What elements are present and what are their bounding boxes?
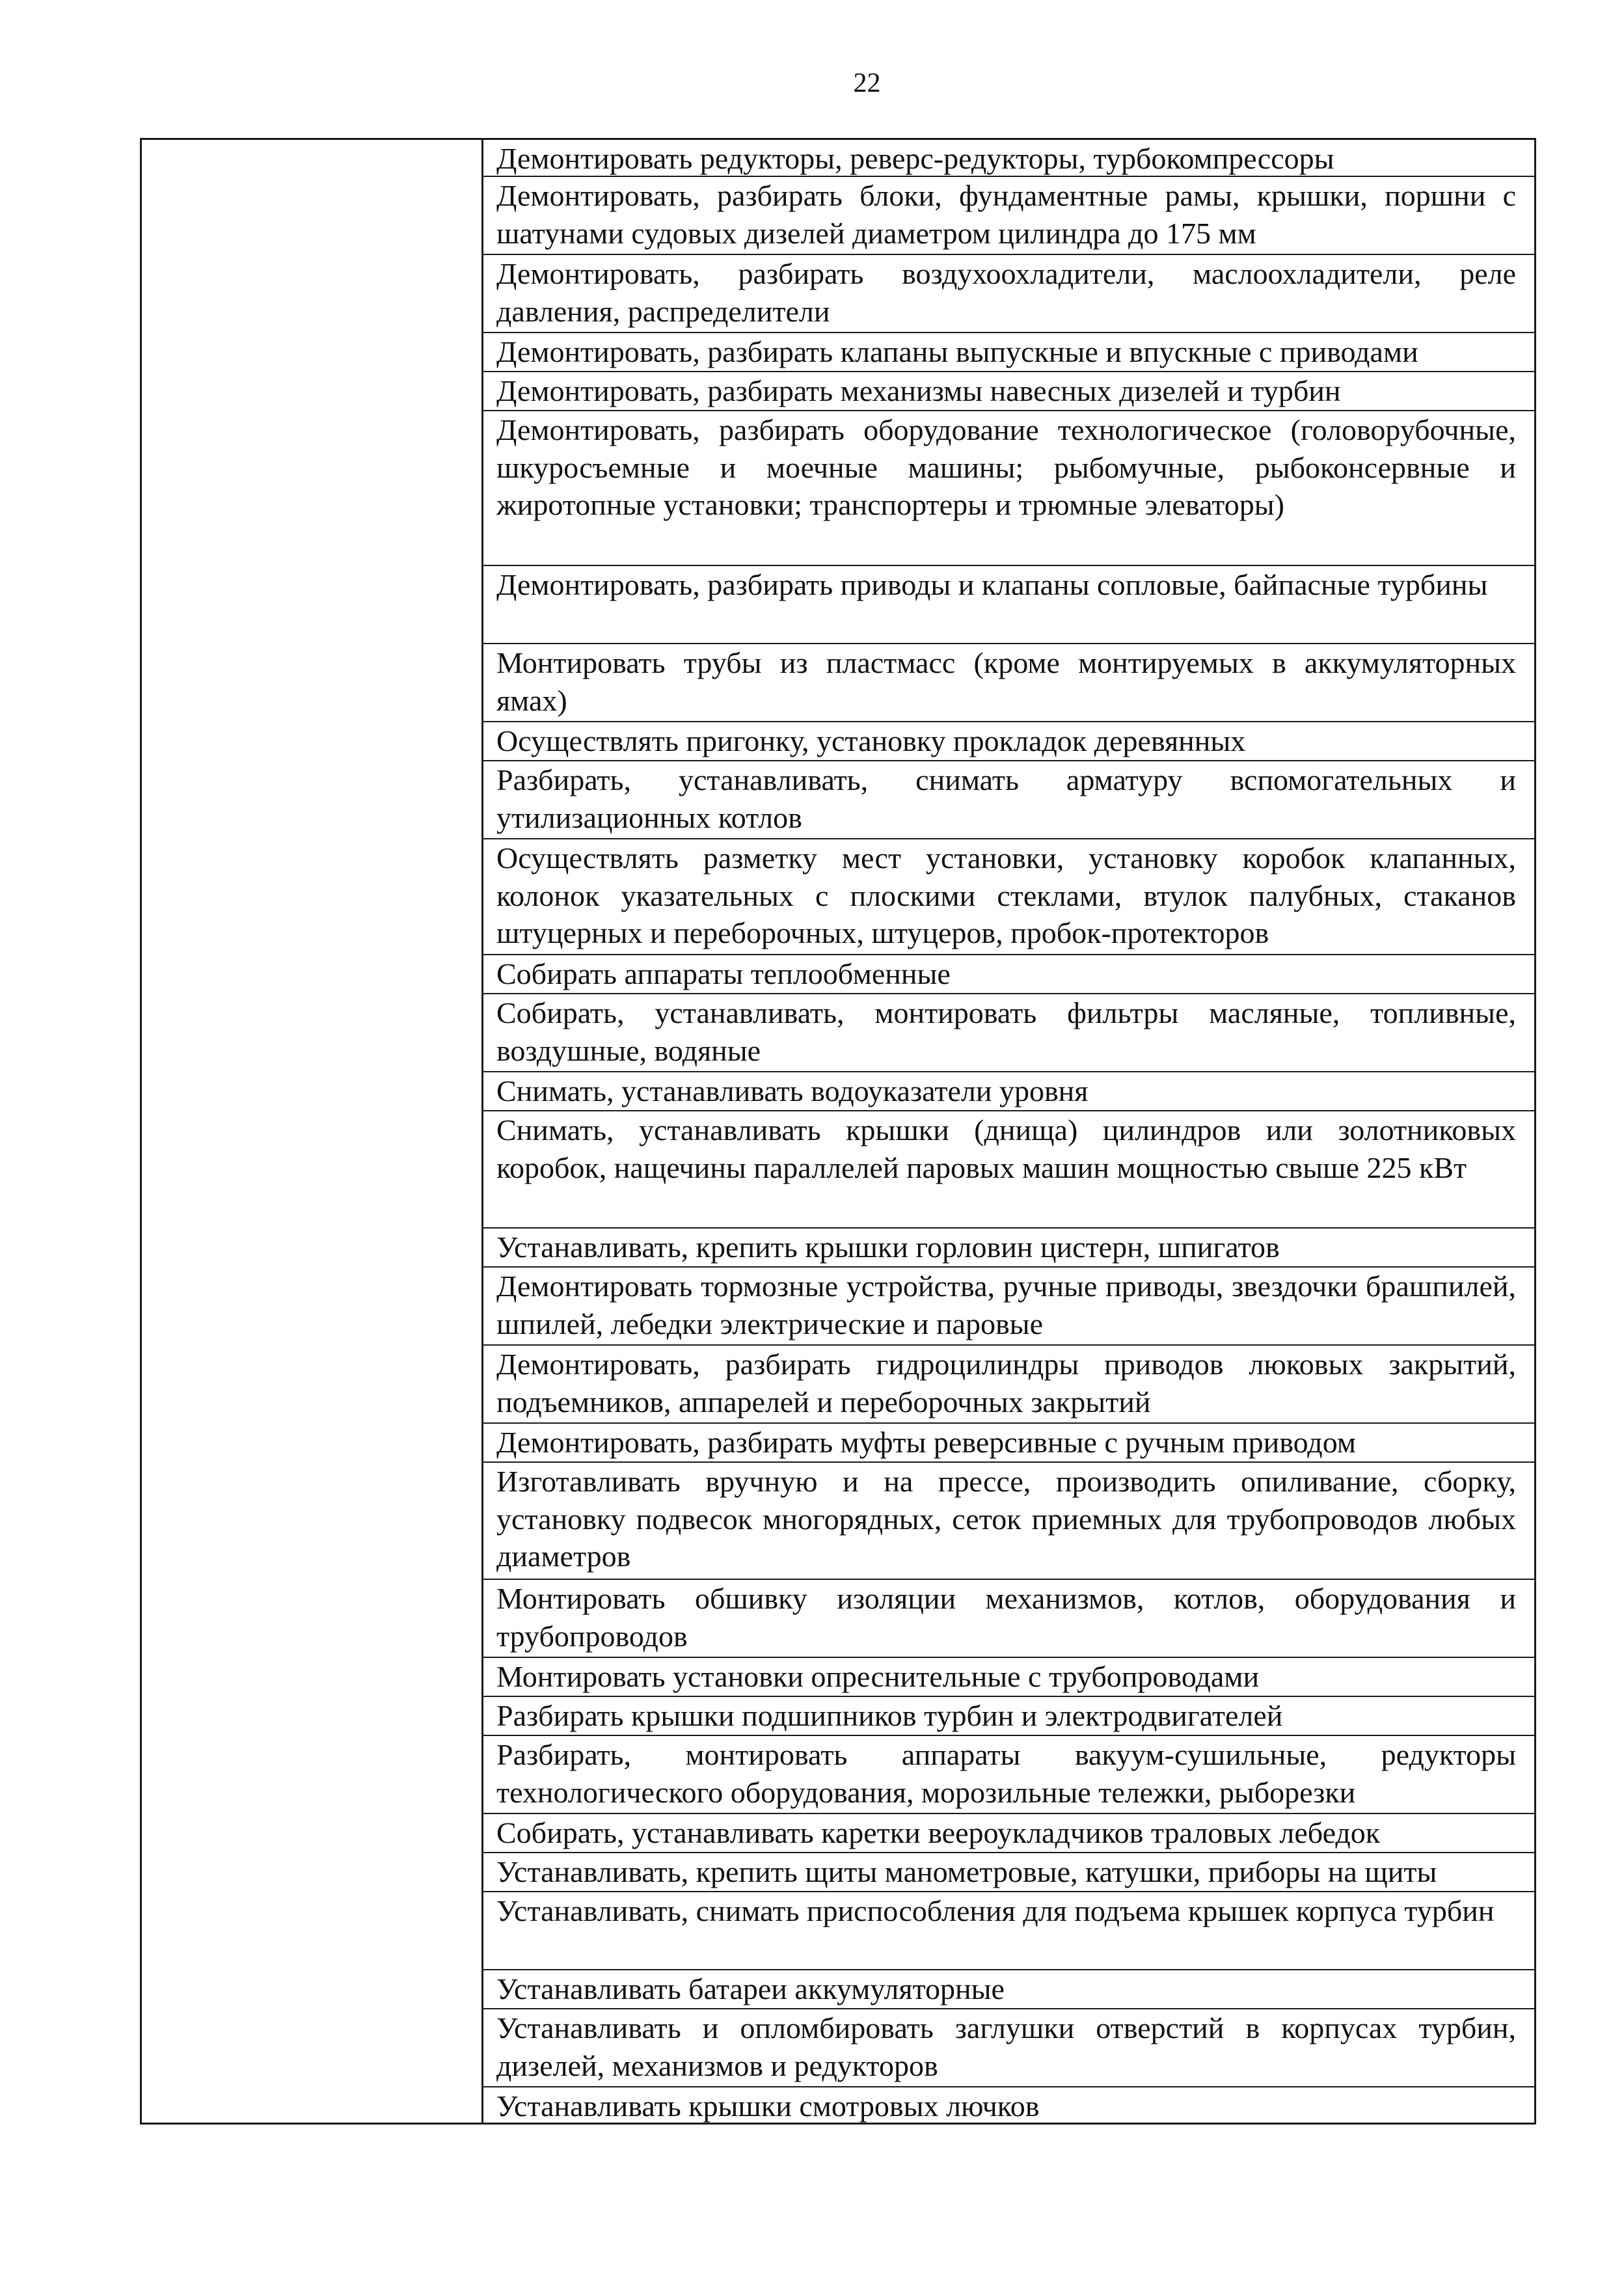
table-row: Демонтировать, разбирать приводы и клапаны сопловые, байпасные турбины xyxy=(483,566,1534,644)
empty-left-column xyxy=(142,140,483,2123)
table-row: Демонтировать, разбирать гидроцилиндры приводов люковых закрытий, подъемников, аппарелей и переборочных закрытий xyxy=(483,1346,1534,1424)
table-row: Разбирать крышки подшипников турбин и электродвигателей xyxy=(483,1697,1534,1736)
table-row: Собирать, устанавливать, монтировать фильтры масляные, топливные, воздушные, водяные xyxy=(483,994,1534,1072)
table-row: Демонтировать, разбирать воздухоохладители, маслоохладители, реле давления, распределители xyxy=(483,255,1534,333)
table-row: Устанавливать и опломбировать заглушки отверстий в корпусах турбин, дизелей, механизмов и редукторов xyxy=(483,2009,1534,2087)
table-row: Демонтировать, разбирать оборудование технологическое (головорубочные, шкуросъемные и моечные машины; рыбомучные, рыбоконсервные и жиротопные установки; транспортеры и трюмные элеваторы) xyxy=(483,411,1534,566)
table-row: Устанавливать батареи аккумуляторные xyxy=(483,1970,1534,2009)
table-row: Демонтировать, разбирать клапаны выпускные и впускные с приводами xyxy=(483,333,1534,372)
table-row: Снимать, устанавливать крышки (днища) цилиндров или золотниковых коробок, нащечины параллелей паровых машин мощностью свыше 225 кВт xyxy=(483,1111,1534,1229)
table-row: Монтировать установки опреснительные с трубопроводами xyxy=(483,1658,1534,1697)
table-row: Устанавливать крышки смотровых лючков xyxy=(496,2089,1040,2123)
table-row: Демонтировать редукторы, реверс-редукторы, турбокомпрессоры xyxy=(483,140,1534,177)
table-row: Собирать, устанавливать каретки веероукладчиков траловых лебедок xyxy=(483,1814,1534,1853)
table-row: Разбирать, монтировать аппараты вакуум-сушильные, редукторы технологического оборудования, морозильные тележки, рыборезки xyxy=(483,1736,1534,1814)
table-row: Осуществлять пригонку, установку прокладок деревянных xyxy=(483,722,1534,761)
table-row: Демонтировать, разбирать механизмы навесных дизелей и турбин xyxy=(483,372,1534,411)
table-row: Устанавливать, снимать приспособления для подъема крышек корпуса турбин xyxy=(483,1892,1534,1970)
table-row: Монтировать обшивку изоляции механизмов, котлов, оборудования и трубопроводов xyxy=(483,1580,1534,1658)
table-row: Собирать аппараты теплообменные xyxy=(483,955,1534,994)
table-row: Устанавливать, крепить крышки горловин цистерн, шпигатов xyxy=(483,1229,1534,1268)
table-row: Осуществлять разметку мест установки, установку коробок клапанных, колонок указательных с плоскими стеклами, втулок палубных, стаканов штуцерных и переборочных, штуцеров, пробок-протекторов xyxy=(483,839,1534,955)
table-row: Устанавливать, крепить щиты манометровые, катушки, приборы на щиты xyxy=(483,1853,1534,1892)
table-row: Демонтировать тормозные устройства, ручные приводы, звездочки брашпилей, шпилей, лебедки электрические и паровые xyxy=(483,1268,1534,1346)
table-row: Демонтировать, разбирать блоки, фундаментные рамы, крышки, поршни с шатунами судовых дизелей диаметром цилиндра до 175 мм xyxy=(483,177,1534,255)
page-number: 22 xyxy=(853,68,881,98)
table-row: Монтировать трубы из пластмасс (кроме монтируемых в аккумуляторных ямах) xyxy=(483,644,1534,722)
requirements-table xyxy=(140,138,1536,2125)
table-row: Разбирать, устанавливать, снимать арматуру вспомогательных и утилизационных котлов xyxy=(483,761,1534,839)
table-row: Изготавливать вручную и на прессе, производить опиливание, сборку, установку подвесок многорядных, сеток приемных для трубопроводов любых диаметров xyxy=(483,1463,1534,1580)
table-row: Демонтировать, разбирать муфты реверсивные с ручным приводом xyxy=(483,1424,1534,1463)
task-column xyxy=(483,140,1534,2123)
table-row: Снимать, устанавливать водоуказатели уровня xyxy=(483,1072,1534,1111)
